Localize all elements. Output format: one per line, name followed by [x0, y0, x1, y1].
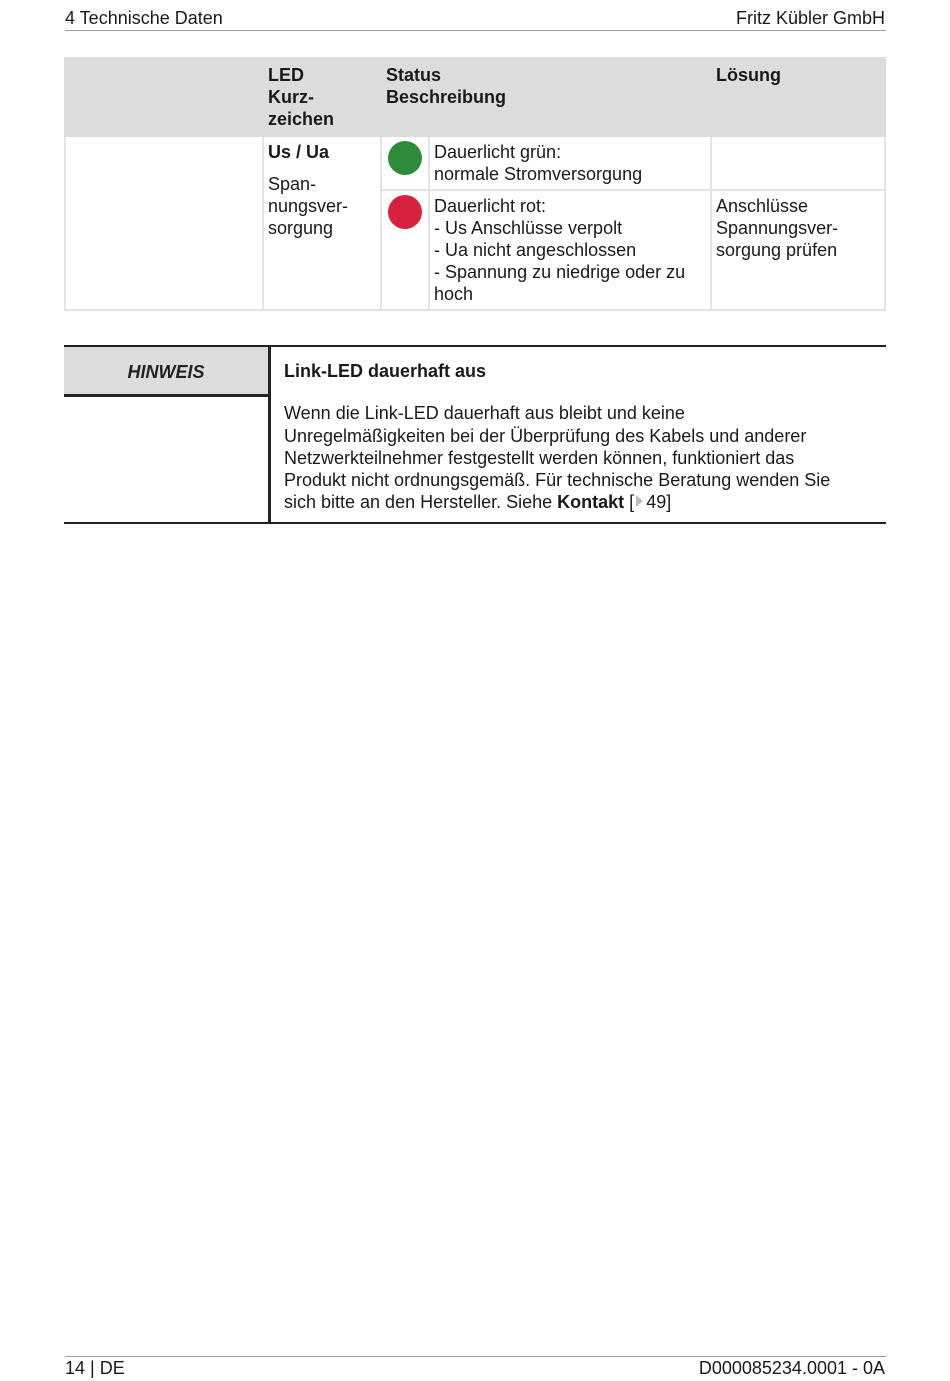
red-led-icon	[388, 195, 422, 229]
header-section-title: 4 Technische Daten	[65, 8, 223, 28]
led-icon-cell	[381, 190, 429, 310]
notice-body-line: sich bitte an den Hersteller. Siehe Kontakt [ 49]	[284, 492, 672, 513]
status-cell: Dauerlicht grün: normale Stromversorgung	[429, 136, 711, 190]
empty-header-cell	[65, 58, 263, 136]
header-led-abbrev: LED Kurz- zeichen	[263, 58, 381, 136]
page-ref[interactable]: 49]	[646, 492, 672, 513]
header-company: Fritz Kübler GmbH	[735, 8, 885, 28]
page-ref-arrow-icon	[636, 495, 643, 507]
led-symbol: Us / Ua	[268, 142, 330, 162]
led-symbol-desc: Span-	[268, 174, 317, 194]
header-solution: Lösung	[711, 58, 885, 136]
contact-link[interactable]: Kontakt	[557, 492, 625, 513]
notice-body-line: Wenn die Link-LED dauerhaft aus bleibt und keine	[284, 403, 685, 424]
table-row	[65, 136, 885, 190]
table-header-row	[65, 58, 885, 136]
led-symbol-cell: Us / Ua Span- nungsver- sorgung	[263, 136, 381, 310]
notice-body-line: Netzwerkteilnehmer festgestellt werden können, funktioniert das	[284, 447, 795, 468]
led-status-table	[64, 57, 886, 311]
led-icon-cell	[381, 136, 429, 190]
notice-body-line: Produkt nicht ordnungsgemäß. Für technische Beratung wenden Sie	[284, 470, 831, 491]
notice-label: HINWEIS	[127, 362, 205, 382]
footer-page-number: 14 | DE	[65, 1358, 125, 1378]
solution-cell	[711, 136, 885, 190]
notice-box	[64, 345, 886, 524]
notice-body-line: Unregelmäßigkeiten bei der Überprüfung des Kabels und anderer	[284, 425, 807, 446]
empty-cell	[65, 136, 263, 310]
notice-content	[284, 360, 884, 514]
footer-doc-id: D000085234.0001 - 0A	[698, 1358, 885, 1378]
notice-divider	[268, 345, 271, 524]
notice-title: Link-LED dauerhaft aus	[284, 361, 487, 381]
solution-cell: Anschlüsse Spannungsver- sorgung prüfen	[711, 190, 885, 310]
notice-label-box	[64, 347, 268, 397]
footer-divider	[65, 1356, 886, 1357]
header-divider	[65, 30, 886, 31]
green-led-icon	[388, 141, 422, 175]
header-status-description: Status Beschreibung	[381, 58, 711, 136]
notice-bottom-rule	[64, 522, 886, 524]
status-cell: Dauerlicht rot: - Us Anschlüsse verpolt - Ua nicht angeschlossen - Spannung zu niedrige oder zu hoch	[429, 190, 711, 310]
